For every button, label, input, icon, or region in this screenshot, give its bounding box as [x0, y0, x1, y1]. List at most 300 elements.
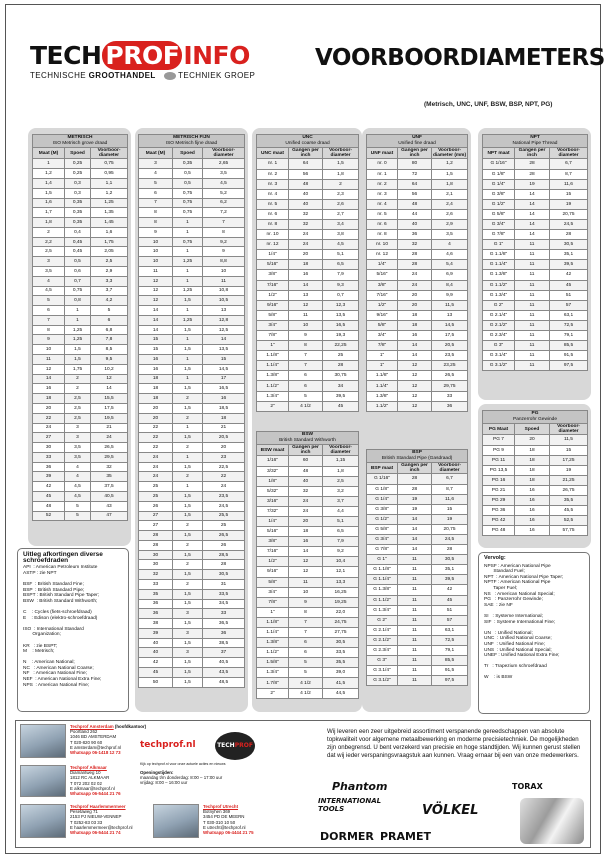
- table-title: UNC: [302, 135, 313, 140]
- table-cell: 1: [173, 374, 203, 384]
- table-cell: 1,25: [91, 198, 128, 208]
- table-cell: 8,7: [432, 484, 468, 494]
- table-cell: 3,5: [33, 267, 65, 277]
- table-cell: 1,35: [91, 208, 128, 218]
- table-cell: 11,6: [550, 179, 588, 189]
- table-cell: 39,5: [323, 391, 359, 401]
- location-line: 1046 BD AMSTERDAM: [70, 734, 117, 740]
- table-cell: 85,5: [432, 656, 468, 666]
- table-row: [33, 501, 128, 511]
- table-row: [257, 607, 359, 617]
- table-cell: 9: [289, 331, 323, 341]
- table-cell: 2: [65, 374, 91, 384]
- table-row: [367, 240, 468, 250]
- table-row: [257, 230, 359, 240]
- table-row: [367, 565, 468, 575]
- table-cell: 5: [65, 501, 91, 511]
- table-cell: 8,7: [550, 169, 588, 179]
- table-row: [139, 511, 245, 521]
- table-npt: [482, 134, 588, 371]
- table-cell: 2: [173, 560, 203, 570]
- table-cell: 35,1: [432, 565, 468, 575]
- table-cell: 11: [515, 331, 550, 341]
- table-cell: 0,25: [65, 169, 91, 179]
- table-cell: 12: [139, 276, 173, 286]
- table-cell: 7: [289, 351, 323, 361]
- table-cell: 20: [398, 290, 432, 300]
- legend-line: Tr : Trapezium schroefdraad: [484, 664, 547, 670]
- table-cell: 14: [398, 545, 432, 555]
- table-row: [483, 179, 588, 189]
- table-cell: 7: [289, 361, 323, 371]
- table-cell: 1,5: [173, 638, 203, 648]
- table-row: [367, 290, 468, 300]
- table-cell: 28: [398, 260, 432, 270]
- table-row: [257, 341, 359, 351]
- table-cell: 5: [91, 306, 128, 316]
- column-header: Gangen per inch: [289, 445, 323, 456]
- table-cell: 47: [91, 511, 128, 521]
- table-cell: nr. 5: [367, 209, 398, 219]
- table-cell: G 5/8": [483, 209, 515, 219]
- table-row: [139, 560, 245, 570]
- table-cell: 1.1/2": [257, 381, 289, 391]
- table-cell: 20: [139, 413, 173, 423]
- table-row: [367, 484, 468, 494]
- website-url[interactable]: techprof.nl: [140, 740, 196, 750]
- table-cell: 7/16": [257, 547, 289, 557]
- techniek-groep-icon: [164, 72, 176, 80]
- table-cell: nr. 3: [367, 189, 398, 199]
- table-row: [483, 361, 588, 371]
- table-row: [33, 286, 128, 296]
- legend-line: ISO : International Standard: [23, 626, 84, 632]
- table-cell: 11: [139, 267, 173, 277]
- legend-line: SI : Systeme International;: [484, 613, 543, 619]
- table-cell: 26: [203, 540, 245, 550]
- brand-volkel: VÖLKEL: [422, 803, 479, 818]
- table-cell: nr. 2: [367, 179, 398, 189]
- table-cell: 30,5: [203, 570, 245, 580]
- drill-tools-image: [520, 798, 584, 844]
- table-row: [139, 677, 245, 687]
- table-cell: 14: [139, 306, 173, 316]
- table-cell: 18: [398, 320, 432, 330]
- table-subtitle: ISO Metrisch fijne draad: [165, 141, 218, 146]
- table-cell: 24: [289, 506, 323, 516]
- table-cell: 8: [203, 227, 245, 237]
- table-cell: 3,7: [91, 286, 128, 296]
- table-cell: 11: [515, 280, 550, 290]
- table-cell: G 1.3/4": [367, 605, 398, 615]
- location-whatsapp: Whatsapp 06-1418 12 73: [70, 750, 121, 756]
- location-name[interactable]: Techprof Amsterdam: [70, 724, 114, 729]
- table-cell: 72,5: [432, 635, 468, 645]
- table-cell: 18: [139, 384, 173, 394]
- table-cell: 0,75: [173, 188, 203, 198]
- location-name[interactable]: Techprof Alkmaar: [70, 765, 107, 770]
- table-cell: 0,35: [65, 198, 91, 208]
- table-cell: 63,1: [550, 310, 588, 320]
- table-cell: 11: [398, 615, 432, 625]
- column-header: Voorboor-diameter: [550, 148, 588, 159]
- table-row: [367, 605, 468, 615]
- table-cell: 37: [203, 648, 245, 658]
- location-name[interactable]: Techprof Haarlemmermeer: [70, 804, 126, 809]
- table-cell: 29,75: [432, 381, 468, 391]
- table-cell: G 1/16": [367, 474, 398, 484]
- table-cell: 24: [203, 482, 245, 492]
- table-cell: 1,8: [323, 466, 359, 476]
- table-cell: 38: [139, 619, 173, 629]
- table-row: [367, 280, 468, 290]
- table-row: [33, 237, 128, 247]
- table-cell: 12: [289, 300, 323, 310]
- table-cell: 14: [398, 514, 432, 524]
- table-row: [257, 351, 359, 361]
- table-cell: 1: [173, 306, 203, 316]
- table-row: [483, 475, 588, 485]
- table-row: [257, 658, 359, 668]
- location-line: 2153 PJ NIEUW-VENNEP: [70, 814, 122, 820]
- table-cell: 12: [398, 401, 432, 411]
- table-cell: 16: [139, 364, 173, 374]
- table-cell: 1,5: [173, 531, 203, 541]
- table-cell: 9/16": [367, 310, 398, 320]
- table-cell: 10: [289, 320, 323, 330]
- table-cell: 25,5: [203, 511, 245, 521]
- table-cell: G 1.1/4": [367, 575, 398, 585]
- table-row: [367, 595, 468, 605]
- table-row: [367, 401, 468, 411]
- table-row: [257, 240, 359, 250]
- table-cell: 24,5: [550, 219, 588, 229]
- table-row: [257, 567, 359, 577]
- table-row: [483, 159, 588, 169]
- table-cell: 15: [139, 345, 173, 355]
- column-header: Voorboor-diameter (mm): [432, 148, 467, 159]
- table-row: [257, 371, 359, 381]
- table-cell: 5/16": [367, 270, 398, 280]
- table-row: [139, 178, 245, 188]
- logo-tech: TECH: [30, 41, 102, 70]
- table-cell: 14: [398, 341, 432, 351]
- table-cell: nr. 8: [367, 230, 398, 240]
- table-row: [367, 189, 468, 199]
- table-cell: 12: [398, 371, 432, 381]
- techprof-badge-icon: TECHPROF: [215, 732, 255, 760]
- table-cell: PG 16: [483, 475, 515, 485]
- store-photo-amsterdam: [20, 724, 66, 758]
- table-cell: 1,45: [91, 218, 128, 228]
- table-pg: [482, 410, 588, 536]
- table-cell: 24,5: [203, 501, 245, 511]
- table-row: [33, 355, 128, 365]
- table-cell: 5,1: [323, 250, 359, 260]
- table-cell: 18: [139, 374, 173, 384]
- table-cell: 1,2: [432, 159, 468, 169]
- table-row: [139, 658, 245, 668]
- table-cell: 24: [91, 433, 128, 443]
- table-cell: 16: [139, 355, 173, 365]
- table-subtitle: British Standard Withworth: [279, 438, 336, 443]
- table-cell: 57,75: [550, 526, 588, 536]
- table-row: [367, 159, 468, 169]
- table-cell: 16,5: [323, 320, 359, 330]
- table-cell: 15: [139, 335, 173, 345]
- location-line: T 072 202 02 02: [70, 780, 102, 786]
- table-cell: 2,9: [432, 219, 468, 229]
- table-unc: [256, 134, 359, 412]
- legend-line: NEF : American National Extra Fine;: [23, 677, 102, 683]
- table-cell: 1: [65, 306, 91, 316]
- table-cell: 6: [33, 306, 65, 316]
- table-row: [483, 331, 588, 341]
- table-row: [33, 462, 128, 472]
- table-row: [33, 276, 128, 286]
- table-cell: 1,25: [173, 257, 203, 267]
- column-header: UNC maat: [257, 148, 289, 159]
- table-row: [367, 310, 468, 320]
- brand-torax: TORAX: [512, 782, 543, 791]
- table-cell: 21,25: [550, 475, 588, 485]
- table-cell: 16: [203, 394, 245, 404]
- table-cell: 3: [33, 257, 65, 267]
- table-cell: 4,5: [323, 240, 359, 250]
- table-cell: G 1/2": [483, 199, 515, 209]
- table-row: [257, 219, 359, 229]
- table-cell: 14: [33, 374, 65, 384]
- column-header: UNF maat: [367, 148, 398, 159]
- table-cell: 27,75: [323, 628, 359, 638]
- table-cell: 1,5: [173, 364, 203, 374]
- table-title: METRISCH FIJN: [173, 135, 210, 140]
- table-cell: 22: [33, 413, 65, 423]
- table-cell: 30: [139, 560, 173, 570]
- column-header: Spoed: [173, 148, 203, 159]
- table-cell: 2,5: [33, 247, 65, 257]
- table-cell: 3,5: [65, 443, 91, 453]
- table-row: [367, 656, 468, 666]
- table-cell: 30,5: [323, 638, 359, 648]
- table-row: [33, 198, 128, 208]
- table-cell: 14: [515, 219, 550, 229]
- table-cell: 1.1/4": [257, 628, 289, 638]
- table-row: [257, 320, 359, 330]
- table-cell: nr. 12: [257, 240, 289, 250]
- table-cell: 2,5: [65, 413, 91, 423]
- table-row: [139, 257, 245, 267]
- table-row: [483, 351, 588, 361]
- table-cell: 18: [139, 394, 173, 404]
- table-cell: 1,5: [173, 570, 203, 580]
- table-metrisch-fijn: [138, 134, 245, 688]
- table-cell: 1/8": [257, 476, 289, 486]
- table-cell: 13,5: [323, 310, 359, 320]
- techprof-logo: [30, 42, 275, 80]
- column-header: Voorboor-diameter: [550, 424, 588, 435]
- table-cell: 19: [432, 514, 468, 524]
- table-row: [139, 521, 245, 531]
- location-name[interactable]: Techprof Utrecht: [203, 804, 239, 809]
- location-line: T 0252-83 03 33: [70, 819, 103, 825]
- table-cell: 4: [139, 169, 173, 179]
- table-row: [139, 403, 245, 413]
- column-header: Voorboor-diameter: [323, 445, 359, 456]
- table-title: NPT: [530, 135, 540, 140]
- table-cell: 14: [398, 351, 432, 361]
- table-cell: 2: [65, 384, 91, 394]
- table-cell: 64: [398, 179, 432, 189]
- table-cell: 3/8": [257, 270, 289, 280]
- table-cell: 2: [173, 394, 203, 404]
- table-row: [139, 159, 245, 169]
- table-cell: 1,5: [33, 188, 65, 198]
- table-row: [139, 315, 245, 325]
- table-cell: 26,5: [203, 531, 245, 541]
- table-cell: 79,1: [550, 331, 588, 341]
- table-row: [33, 335, 128, 345]
- table-cell: PG 36: [483, 506, 515, 516]
- table-row: [483, 250, 588, 260]
- table-cell: 7/16": [367, 290, 398, 300]
- table-cell: 0,5: [173, 178, 203, 188]
- table-row: [367, 555, 468, 565]
- table-cell: 25: [139, 491, 173, 501]
- table-cell: 36: [432, 401, 468, 411]
- table-row: [367, 199, 468, 209]
- table-cell: 80: [398, 159, 432, 169]
- table-cell: 15: [550, 189, 588, 199]
- table-cell: 40: [289, 189, 323, 199]
- table-cell: 1.3/4": [257, 668, 289, 678]
- center-info: [140, 740, 196, 751]
- table-cell: 5,1: [323, 516, 359, 526]
- table-cell: 1,5: [173, 296, 203, 306]
- table-cell: 18: [33, 394, 65, 404]
- table-cell: 12: [398, 391, 432, 401]
- table-cell: 11: [398, 646, 432, 656]
- table-cell: 2: [173, 540, 203, 550]
- table-cell: 3,3: [91, 276, 128, 286]
- table-cell: 2,7: [323, 209, 359, 219]
- table-cell: 1,5: [173, 668, 203, 678]
- legend-line: BSW : British Standard Withworth;: [23, 598, 98, 604]
- table-cell: 39: [33, 472, 65, 482]
- table-cell: 3: [173, 648, 203, 658]
- column-header: PG Maat: [483, 424, 515, 435]
- table-row: [139, 355, 245, 365]
- table-row: [139, 433, 245, 443]
- legend-left: [17, 548, 129, 712]
- table-row: [483, 290, 588, 300]
- table-cell: 10,8: [203, 286, 245, 296]
- table-cell: 8,5: [91, 345, 128, 355]
- table-cell: 25: [203, 521, 245, 531]
- table-row: [257, 260, 359, 270]
- table-cell: 9,5: [91, 355, 128, 365]
- table-cell: G 3/4": [483, 219, 515, 229]
- table-cell: 18: [515, 465, 550, 475]
- column-header: Spoed: [515, 424, 550, 435]
- table-title: METRISCH: [67, 135, 93, 140]
- table-cell: 9,3: [323, 280, 359, 290]
- table-cell: 2,5: [323, 476, 359, 486]
- table-cell: 8,8: [203, 257, 245, 267]
- table-cell: 1.5/8": [257, 658, 289, 668]
- table-cell: 2,4: [432, 199, 468, 209]
- table-row: [367, 575, 468, 585]
- table-cell: 24: [139, 472, 173, 482]
- legend-line: BSF : British Standard Fine;: [23, 581, 84, 587]
- table-row: [33, 452, 128, 462]
- table-cell: G 1/2": [367, 514, 398, 524]
- table-cell: 2: [173, 413, 203, 423]
- table-cell: 10: [33, 345, 65, 355]
- table-cell: 13: [432, 310, 468, 320]
- table-cell: 1/4": [257, 250, 289, 260]
- table-row: [139, 345, 245, 355]
- table-cell: 6,8: [91, 325, 128, 335]
- table-cell: 4: [432, 240, 468, 250]
- table-cell: G 5/8": [367, 524, 398, 534]
- table-cell: 1,5: [432, 169, 468, 179]
- table-row: [257, 456, 359, 466]
- table-cell: 11: [33, 355, 65, 365]
- table-cell: 6: [289, 381, 323, 391]
- table-cell: 40: [139, 638, 173, 648]
- table-row: [257, 209, 359, 219]
- location-whatsapp: Whatsapp 06-4444 21 75: [203, 830, 254, 836]
- legend-line: API : American Petroleum Institute: [23, 565, 98, 571]
- table-cell: G 3.1/4": [483, 351, 515, 361]
- table-cell: 2,5: [65, 394, 91, 404]
- table-cell: 16: [515, 526, 550, 536]
- table-cell: 4: [65, 472, 91, 482]
- table-row: [33, 267, 128, 277]
- table-cell: 1.1/8": [257, 617, 289, 627]
- table-cell: 5/16": [257, 527, 289, 537]
- table-cell: 33,5: [203, 589, 245, 599]
- table-cell: 11: [398, 635, 432, 645]
- table-row: [139, 374, 245, 384]
- table-row: [257, 516, 359, 526]
- table-cell: 42: [139, 658, 173, 668]
- table-cell: 11: [398, 625, 432, 635]
- table-cell: G 3/4": [367, 534, 398, 544]
- table-cell: 2: [173, 521, 203, 531]
- table-cell: 17,5: [432, 331, 468, 341]
- table-cell: 0,75: [65, 286, 91, 296]
- table-cell: 1: [173, 482, 203, 492]
- table-cell: G 3": [367, 656, 398, 666]
- table-cell: 14,5: [432, 320, 468, 330]
- table-cell: 63,1: [432, 625, 468, 635]
- table-cell: 1: [173, 247, 203, 257]
- table-cell: 0,5: [65, 257, 91, 267]
- table-cell: 4,4: [323, 506, 359, 516]
- table-row: [367, 494, 468, 504]
- table-row: [367, 545, 468, 555]
- table-row: [367, 209, 468, 219]
- table-cell: 11: [398, 555, 432, 565]
- table-cell: 27: [33, 433, 65, 443]
- table-cell: 1,5: [173, 511, 203, 521]
- legend-line: BSPT : British Standard Pipe Taper;: [23, 593, 100, 599]
- table-cell: 4,5: [65, 491, 91, 501]
- table-row: [367, 381, 468, 391]
- table-cell: 3,8: [323, 230, 359, 240]
